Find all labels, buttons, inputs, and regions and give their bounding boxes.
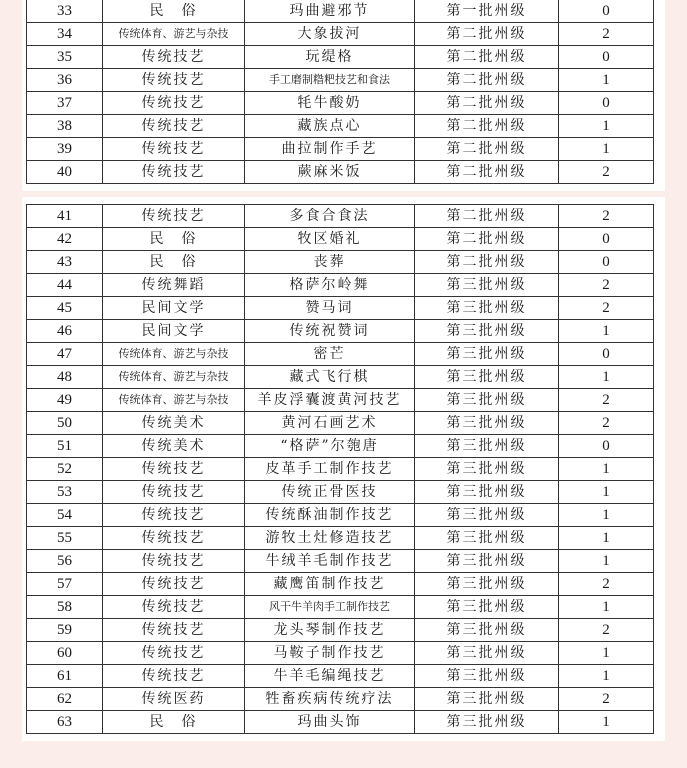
cell-category: 传统美术 — [103, 435, 245, 458]
table-row — [27, 412, 654, 435]
cell-category: 民 俗 — [103, 0, 245, 23]
cell-count: 1 — [559, 366, 654, 389]
cell-count: 2 — [559, 389, 654, 412]
cell-item-name: 牛绒羊毛制作技艺 — [245, 550, 415, 573]
cell-count: 0 — [559, 251, 654, 274]
cell-item-name: 密芒 — [245, 343, 415, 366]
cell-category: 传统技艺 — [103, 69, 245, 92]
cell-item-name: 皮革手工制作技艺 — [245, 458, 415, 481]
cell-category: 传统技艺 — [103, 596, 245, 619]
cell-category: 传统技艺 — [103, 205, 245, 228]
table-row — [27, 688, 654, 711]
cell-item-name: 牛羊毛编绳技艺 — [245, 665, 415, 688]
table-row — [27, 251, 654, 274]
cell-row-number: 54 — [27, 504, 103, 527]
cell-category: 民间文学 — [103, 320, 245, 343]
table-row — [27, 366, 654, 389]
cell-category: 传统舞蹈 — [103, 274, 245, 297]
cell-category: 传统技艺 — [103, 92, 245, 115]
cell-batch-level: 第三批州级 — [415, 688, 559, 711]
cell-item-name: 玩缇格 — [245, 46, 415, 69]
cell-item-name: 玛曲避邪节 — [245, 0, 415, 23]
cell-item-name: 传统酥油制作技艺 — [245, 504, 415, 527]
table-row — [27, 46, 654, 69]
table-body — [27, 205, 654, 734]
cell-batch-level: 第二批州级 — [415, 138, 559, 161]
cell-row-number: 52 — [27, 458, 103, 481]
table-row — [27, 228, 654, 251]
cell-item-name: 羊皮浮囊渡黄河技艺 — [245, 389, 415, 412]
table-row — [27, 320, 654, 343]
cell-category: 传统技艺 — [103, 550, 245, 573]
cell-row-number: 48 — [27, 366, 103, 389]
table-row — [27, 665, 654, 688]
cell-category: 传统技艺 — [103, 573, 245, 596]
table-row — [27, 389, 654, 412]
cell-item-name: 牦牛酸奶 — [245, 92, 415, 115]
cell-count: 2 — [559, 619, 654, 642]
cell-row-number: 61 — [27, 665, 103, 688]
cell-category: 传统技艺 — [103, 504, 245, 527]
cell-category: 传统医药 — [103, 688, 245, 711]
cell-row-number: 57 — [27, 573, 103, 596]
cell-row-number: 51 — [27, 435, 103, 458]
cell-row-number: 62 — [27, 688, 103, 711]
table-row — [27, 481, 654, 504]
cell-batch-level: 第二批州级 — [415, 23, 559, 46]
cell-count: 0 — [559, 343, 654, 366]
cell-item-name: 赞马词 — [245, 297, 415, 320]
cell-batch-level: 第三批州级 — [415, 504, 559, 527]
cell-row-number: 35 — [27, 46, 103, 69]
cell-row-number: 55 — [27, 527, 103, 550]
cell-count: 2 — [559, 23, 654, 46]
cell-count: 1 — [559, 711, 654, 734]
cell-count: 1 — [559, 527, 654, 550]
cell-batch-level: 第二批州级 — [415, 92, 559, 115]
cell-category: 传统体育、游艺与杂技 — [103, 343, 245, 366]
cell-category: 传统技艺 — [103, 46, 245, 69]
cell-count: 1 — [559, 642, 654, 665]
cell-batch-level: 第三批州级 — [415, 412, 559, 435]
cell-batch-level: 第三批州级 — [415, 320, 559, 343]
cell-batch-level: 第二批州级 — [415, 115, 559, 138]
cell-batch-level: 第三批州级 — [415, 343, 559, 366]
table-row — [27, 573, 654, 596]
cell-count: 2 — [559, 205, 654, 228]
cell-item-name: 马鞍子制作技艺 — [245, 642, 415, 665]
table-row — [27, 138, 654, 161]
cell-count: 2 — [559, 274, 654, 297]
cell-row-number: 34 — [27, 23, 103, 46]
table-row — [27, 274, 654, 297]
cell-category: 传统技艺 — [103, 642, 245, 665]
cell-row-number: 45 — [27, 297, 103, 320]
cell-count: 1 — [559, 115, 654, 138]
cell-batch-level: 第三批州级 — [415, 642, 559, 665]
cell-count: 1 — [559, 481, 654, 504]
cell-count: 1 — [559, 69, 654, 92]
cell-item-name: 玛曲头饰 — [245, 711, 415, 734]
cell-row-number: 37 — [27, 92, 103, 115]
cell-count: 1 — [559, 550, 654, 573]
cell-item-name: 曲拉制作手艺 — [245, 138, 415, 161]
cell-category: 民 俗 — [103, 228, 245, 251]
cell-category: 传统技艺 — [103, 619, 245, 642]
cell-count: 2 — [559, 161, 654, 184]
table-row — [27, 297, 654, 320]
cell-batch-level: 第三批州级 — [415, 274, 559, 297]
cell-item-name: 龙头琴制作技艺 — [245, 619, 415, 642]
cell-category: 民 俗 — [103, 711, 245, 734]
cell-row-number: 42 — [27, 228, 103, 251]
cell-batch-level: 第二批州级 — [415, 228, 559, 251]
cell-row-number: 40 — [27, 161, 103, 184]
table-row — [27, 435, 654, 458]
table-row — [27, 69, 654, 92]
cell-item-name: 游牧土灶修造技艺 — [245, 527, 415, 550]
table-body — [27, 0, 654, 184]
cell-count: 1 — [559, 665, 654, 688]
cell-batch-level: 第三批州级 — [415, 297, 559, 320]
cell-item-name: 丧葬 — [245, 251, 415, 274]
cell-item-name: 黄河石画艺术 — [245, 412, 415, 435]
cell-batch-level: 第三批州级 — [415, 619, 559, 642]
cell-batch-level: 第三批州级 — [415, 435, 559, 458]
cell-category: 传统体育、游艺与杂技 — [103, 23, 245, 46]
cell-item-name: 格萨尔岭舞 — [245, 274, 415, 297]
table-row — [27, 527, 654, 550]
cell-item-name: 藏鹰笛制作技艺 — [245, 573, 415, 596]
table-sheet-top — [22, 0, 665, 191]
table-sheet-bottom — [22, 197, 665, 741]
cell-count: 1 — [559, 458, 654, 481]
cell-batch-level: 第三批州级 — [415, 665, 559, 688]
cell-category: 传统体育、游艺与杂技 — [103, 366, 245, 389]
table-row — [27, 161, 654, 184]
table-row — [27, 205, 654, 228]
table-row — [27, 92, 654, 115]
cell-count: 1 — [559, 320, 654, 343]
cell-item-name: 传统祝赞词 — [245, 320, 415, 343]
table-row — [27, 619, 654, 642]
cell-row-number: 33 — [27, 0, 103, 23]
table-row — [27, 0, 654, 23]
cell-row-number: 39 — [27, 138, 103, 161]
cell-batch-level: 第三批州级 — [415, 366, 559, 389]
cell-category: 传统技艺 — [103, 665, 245, 688]
cell-count: 0 — [559, 435, 654, 458]
table-row — [27, 343, 654, 366]
cell-category: 传统技艺 — [103, 115, 245, 138]
heritage-table-part-2 — [26, 204, 654, 734]
table-row — [27, 642, 654, 665]
cell-item-name: 传统正骨医技 — [245, 481, 415, 504]
cell-row-number: 38 — [27, 115, 103, 138]
cell-batch-level: 第二批州级 — [415, 161, 559, 184]
cell-category: 传统技艺 — [103, 161, 245, 184]
cell-batch-level: 第二批州级 — [415, 46, 559, 69]
cell-count: 2 — [559, 573, 654, 596]
cell-batch-level: 第三批州级 — [415, 550, 559, 573]
cell-count: 0 — [559, 0, 654, 23]
cell-batch-level: 第三批州级 — [415, 596, 559, 619]
heritage-table-part-1 — [26, 0, 654, 184]
table-row — [27, 23, 654, 46]
cell-batch-level: 第一批州级 — [415, 0, 559, 23]
cell-count: 0 — [559, 228, 654, 251]
cell-item-name: 大象拔河 — [245, 23, 415, 46]
cell-count: 2 — [559, 412, 654, 435]
cell-category: 传统技艺 — [103, 458, 245, 481]
cell-row-number: 63 — [27, 711, 103, 734]
cell-category: 传统技艺 — [103, 138, 245, 161]
cell-row-number: 50 — [27, 412, 103, 435]
cell-item-name: 风干牛羊肉手工制作技艺 — [245, 596, 415, 619]
cell-batch-level: 第三批州级 — [415, 711, 559, 734]
cell-category: 民 俗 — [103, 251, 245, 274]
cell-row-number: 49 — [27, 389, 103, 412]
table-row — [27, 458, 654, 481]
table-row — [27, 596, 654, 619]
table-row — [27, 504, 654, 527]
cell-row-number: 53 — [27, 481, 103, 504]
cell-category: 传统技艺 — [103, 481, 245, 504]
cell-item-name: 牲畜疾病传统疗法 — [245, 688, 415, 711]
cell-batch-level: 第二批州级 — [415, 69, 559, 92]
cell-row-number: 60 — [27, 642, 103, 665]
cell-count: 2 — [559, 297, 654, 320]
cell-batch-level: 第二批州级 — [415, 205, 559, 228]
table-row — [27, 115, 654, 138]
cell-item-name: “格萨”尔匏唐 — [245, 435, 415, 458]
cell-item-name: 蕨麻米饭 — [245, 161, 415, 184]
cell-category: 民间文学 — [103, 297, 245, 320]
cell-item-name: 藏式飞行棋 — [245, 366, 415, 389]
cell-batch-level: 第三批州级 — [415, 573, 559, 596]
cell-row-number: 47 — [27, 343, 103, 366]
cell-count: 2 — [559, 688, 654, 711]
table-row — [27, 711, 654, 734]
cell-item-name: 藏族点心 — [245, 115, 415, 138]
cell-batch-level: 第二批州级 — [415, 251, 559, 274]
cell-row-number: 46 — [27, 320, 103, 343]
cell-batch-level: 第三批州级 — [415, 481, 559, 504]
cell-count: 0 — [559, 46, 654, 69]
table-row — [27, 550, 654, 573]
cell-row-number: 44 — [27, 274, 103, 297]
cell-row-number: 36 — [27, 69, 103, 92]
cell-row-number: 59 — [27, 619, 103, 642]
cell-count: 1 — [559, 596, 654, 619]
cell-row-number: 58 — [27, 596, 103, 619]
cell-category: 传统技艺 — [103, 527, 245, 550]
cell-row-number: 43 — [27, 251, 103, 274]
cell-row-number: 41 — [27, 205, 103, 228]
cell-count: 1 — [559, 138, 654, 161]
cell-item-name: 多食合食法 — [245, 205, 415, 228]
cell-count: 0 — [559, 92, 654, 115]
cell-batch-level: 第三批州级 — [415, 458, 559, 481]
cell-item-name: 牧区婚礼 — [245, 228, 415, 251]
cell-batch-level: 第三批州级 — [415, 527, 559, 550]
cell-item-name: 手工磨制糌粑技艺和食法 — [245, 69, 415, 92]
cell-count: 1 — [559, 504, 654, 527]
cell-category: 传统体育、游艺与杂技 — [103, 389, 245, 412]
cell-category: 传统美术 — [103, 412, 245, 435]
cell-row-number: 56 — [27, 550, 103, 573]
cell-batch-level: 第三批州级 — [415, 389, 559, 412]
